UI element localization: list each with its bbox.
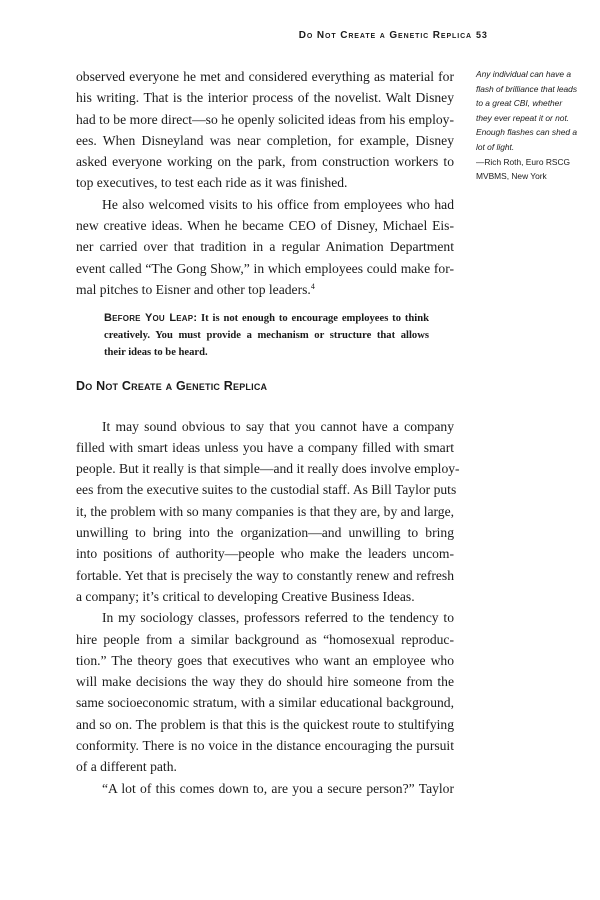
text-line: it, the problem with so many companies is that they are, by and large, xyxy=(76,503,455,519)
text-line: In my sociology classes, professors referred to the tendency to xyxy=(102,610,454,626)
section-heading: Do Not Create a Genetic Replica xyxy=(76,379,268,394)
sidebar-quote-line: flash of brilliance that leads xyxy=(476,83,578,94)
paragraph-1 xyxy=(76,66,454,194)
sidebar-quote-line: Any individual can have a xyxy=(476,69,571,79)
text-line: a company; it’s critical to developing Creative Business Ideas. xyxy=(76,588,415,604)
sidebar-attribution-line: MVBMS, New York xyxy=(476,171,547,182)
text-line: observed everyone he met and considered everything as material for xyxy=(76,69,454,84)
main-text-column xyxy=(76,66,460,799)
text-line: and so on. The problem is that this is the quickest route to stultifying xyxy=(76,716,454,732)
text-line: asked everyone working on the park, from construction workers to xyxy=(76,154,454,170)
text-line: conformity. There is no voice in the distance encouraging the pursuit xyxy=(76,738,454,754)
text-line: event called “The Gong Show,” in which employees could make for- xyxy=(76,260,454,276)
text-line: It may sound obvious to say that you cannot have a company xyxy=(102,418,454,434)
text-line: people. But it really is that simple—and it really does involve employ- xyxy=(76,461,460,477)
text-line: hire people from a similar background as “homosexual reproduc- xyxy=(76,631,454,647)
text-line: “A lot of this comes down to, are you a secure person?” Taylor xyxy=(102,780,454,796)
page-number: 53 xyxy=(476,30,488,40)
text-line-with-footnote xyxy=(76,279,454,300)
text-line: tion.” The theory goes that executives who want an employee who xyxy=(76,652,454,668)
text-line: into positions of authority—people who make the leaders uncom- xyxy=(76,546,454,562)
text-line: same socioeconomic stratum, with a similar educational background, xyxy=(76,695,454,711)
callout-text: It is not enough to encourage employees to think xyxy=(201,313,429,325)
text-line: fortable. Yet that is precisely the way to constantly renew and refresh xyxy=(76,567,454,583)
paragraph-4 xyxy=(76,607,454,777)
text-line: his writing. That is the interior process of the novelist. Walt Disney xyxy=(76,90,454,106)
text-line: ees from the executive suites to the custodial staff. As Bill Taylor puts xyxy=(76,482,457,498)
sidebar-quote xyxy=(476,67,591,184)
text-line: unwilling to bring into the organization—and unwilling to bring xyxy=(76,525,454,541)
sidebar-quote-line: to a great CBI, whether xyxy=(476,98,563,109)
sidebar-quote-line: Enough flashes can shed a xyxy=(476,127,578,138)
text-line: ner carried over that tradition in a regular Animation Department xyxy=(76,239,454,255)
paragraph-2 xyxy=(76,194,454,300)
sidebar-quote-line: they ever repeat it or not. xyxy=(476,112,570,123)
callout-line xyxy=(104,310,429,327)
text-line: ees. When Disneyland was near completion, for example, Disney xyxy=(76,132,454,148)
running-header xyxy=(0,30,600,44)
text-line: of a different path. xyxy=(76,759,177,775)
sidebar-quote-line: lot of light. xyxy=(476,141,515,152)
paragraph-5 xyxy=(76,778,454,799)
text-line: filled with smart ideas unless you have a company filled with smart xyxy=(76,439,454,455)
before-you-leap-callout xyxy=(104,310,429,361)
text-line: top executives, to test each ride as it was finished. xyxy=(76,175,348,191)
text-line: had to be more direct—so he openly solicited ideas from his employ- xyxy=(76,111,454,127)
text-line: new creative ideas. When he became CEO of Disney, Michael Eis- xyxy=(76,218,454,234)
running-title: Do Not Create a Genetic Replica xyxy=(298,30,472,41)
sidebar-attribution-line: —Rich Roth, Euro RSCG xyxy=(476,156,571,167)
callout-label: Before You Leap: xyxy=(104,312,198,325)
callout-line: their ideas to be heard. xyxy=(104,347,208,359)
callout-line: creatively. You must provide a mechanism or structure that allows xyxy=(104,330,429,342)
text-line: will make decisions the way they do should hire someone from the xyxy=(76,674,454,690)
text-line: mal pitches to Eisner and other top leaders. xyxy=(76,281,311,297)
footnote-marker: 4 xyxy=(310,281,315,291)
paragraph-3 xyxy=(76,416,460,608)
text-line: He also welcomed visits to his office from employees who had xyxy=(102,196,454,212)
